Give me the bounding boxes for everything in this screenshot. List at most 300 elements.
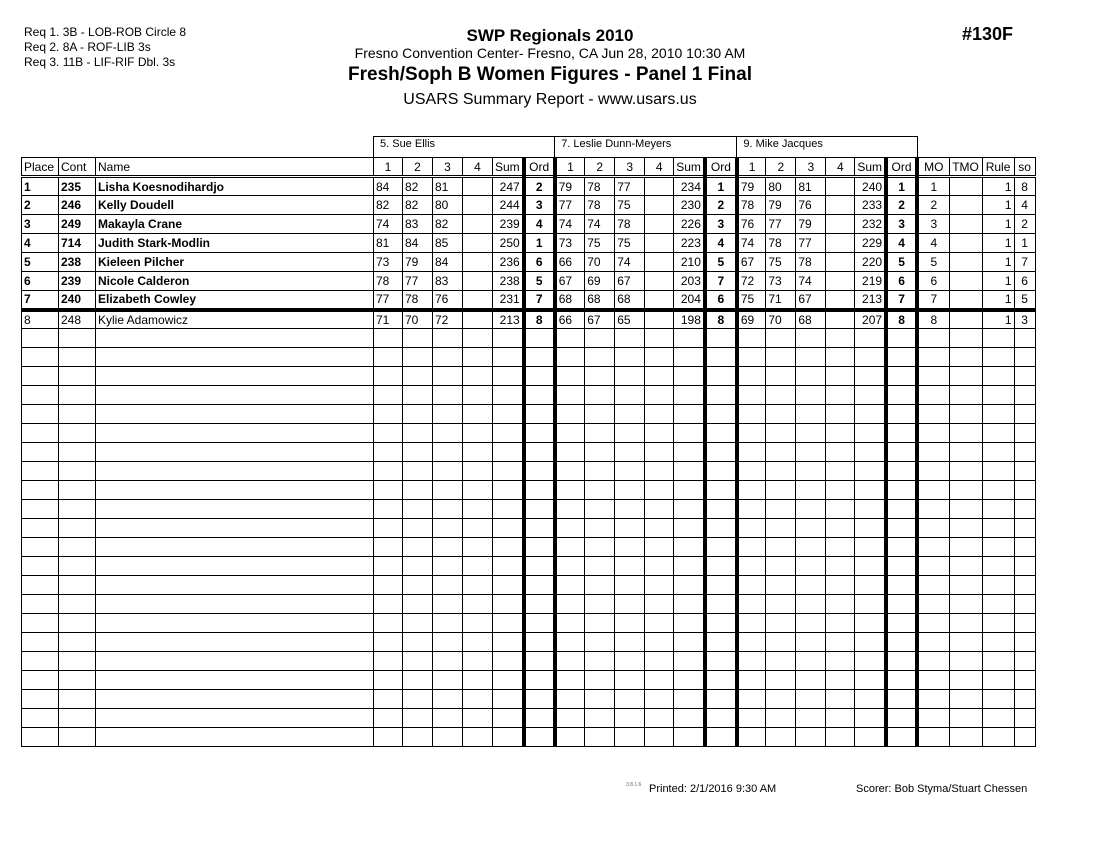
empty-cell (374, 671, 403, 690)
empty-cell (463, 348, 493, 367)
empty-cell (645, 709, 674, 728)
empty-table-row (22, 633, 1036, 652)
empty-cell (917, 633, 949, 652)
empty-cell (463, 709, 493, 728)
empty-cell (615, 367, 645, 386)
empty-cell (766, 576, 796, 595)
empty-cell (463, 728, 493, 747)
empty-cell (22, 671, 59, 690)
empty-cell (433, 671, 463, 690)
empty-cell (705, 443, 737, 462)
requirement-1: Req 1. 3B - LOB-ROB Circle 8 (24, 25, 187, 39)
empty-cell (493, 386, 524, 405)
judge-2-score-4-cell (645, 234, 674, 253)
empty-cell (886, 329, 917, 348)
empty-cell (705, 728, 737, 747)
judge-2-score-4-cell (645, 215, 674, 234)
col-header-name: Name (96, 158, 374, 177)
empty-cell (59, 329, 96, 348)
empty-cell (433, 633, 463, 652)
empty-cell (1014, 595, 1035, 614)
empty-cell (796, 367, 826, 386)
empty-cell (1014, 348, 1035, 367)
empty-cell (433, 614, 463, 633)
empty-cell (524, 690, 555, 709)
empty-cell (433, 690, 463, 709)
empty-cell (59, 424, 96, 443)
judge-3-score-3-cell: 79 (796, 215, 826, 234)
cont-cell: 249 (59, 215, 96, 234)
col-header-j3-2: 2 (766, 158, 796, 177)
judge-2-score-2-cell: 74 (585, 215, 615, 234)
cont-cell: 246 (59, 196, 96, 215)
empty-cell (917, 652, 949, 671)
empty-cell (463, 595, 493, 614)
empty-cell (403, 671, 433, 690)
judge-1-ordinal-cell: 8 (524, 310, 555, 329)
empty-cell (1014, 424, 1035, 443)
empty-cell (982, 576, 1014, 595)
empty-cell (855, 481, 886, 500)
empty-cell (463, 405, 493, 424)
col-header-j1-2: 2 (403, 158, 433, 177)
empty-cell (433, 348, 463, 367)
empty-cell (855, 329, 886, 348)
name-cell: Judith Stark-Modlin (96, 234, 374, 253)
empty-cell (555, 671, 585, 690)
empty-cell (585, 652, 615, 671)
empty-cell (374, 633, 403, 652)
judge-1-sum-cell: 231 (493, 291, 524, 310)
empty-cell (826, 557, 855, 576)
empty-cell (796, 386, 826, 405)
empty-cell (705, 481, 737, 500)
empty-cell (982, 386, 1014, 405)
empty-cell (96, 481, 374, 500)
empty-cell (585, 595, 615, 614)
judge-1-score-2-cell: 77 (403, 272, 433, 291)
judge-2-ordinal-cell: 1 (705, 177, 737, 196)
empty-cell (826, 424, 855, 443)
judge-2-sum-cell: 210 (674, 253, 705, 272)
empty-cell (796, 500, 826, 519)
empty-cell (737, 690, 766, 709)
judge-3-ordinal-cell: 1 (886, 177, 917, 196)
empty-cell (524, 538, 555, 557)
empty-cell (982, 348, 1014, 367)
empty-cell (433, 500, 463, 519)
empty-cell (96, 614, 374, 633)
empty-cell (96, 500, 374, 519)
empty-table-row (22, 671, 1036, 690)
empty-cell (796, 595, 826, 614)
empty-cell (59, 367, 96, 386)
col-header-j2-ord: Ord (705, 158, 737, 177)
empty-cell (674, 424, 705, 443)
empty-cell (645, 481, 674, 500)
judge-3-score-4-cell (826, 196, 855, 215)
empty-cell (705, 538, 737, 557)
judge-1-score-1-cell: 78 (374, 272, 403, 291)
empty-cell (493, 500, 524, 519)
judge-3-score-1-cell: 78 (737, 196, 766, 215)
empty-cell (615, 671, 645, 690)
empty-cell (403, 500, 433, 519)
judge-3-sum-cell: 219 (855, 272, 886, 291)
empty-cell (555, 462, 585, 481)
empty-cell (674, 481, 705, 500)
col-header-rule: Rule (982, 158, 1014, 177)
empty-cell (886, 690, 917, 709)
mo-cell: 4 (917, 234, 949, 253)
empty-cell (645, 633, 674, 652)
empty-cell (796, 633, 826, 652)
empty-cell (705, 348, 737, 367)
empty-cell (374, 500, 403, 519)
empty-cell (22, 709, 59, 728)
empty-cell (463, 481, 493, 500)
empty-cell (59, 709, 96, 728)
empty-cell (766, 614, 796, 633)
empty-cell (555, 576, 585, 595)
empty-cell (796, 405, 826, 424)
empty-cell (493, 633, 524, 652)
empty-cell (705, 671, 737, 690)
empty-cell (403, 728, 433, 747)
empty-cell (493, 405, 524, 424)
empty-cell (585, 424, 615, 443)
empty-table-row (22, 557, 1036, 576)
empty-cell (585, 576, 615, 595)
empty-cell (22, 690, 59, 709)
col-header-mo: MO (917, 158, 949, 177)
empty-cell (982, 652, 1014, 671)
empty-cell (374, 595, 403, 614)
empty-cell (705, 329, 737, 348)
judge-3-ordinal-cell: 4 (886, 234, 917, 253)
empty-cell (22, 348, 59, 367)
judge-2-ordinal-cell: 7 (705, 272, 737, 291)
judge-2-score-1-cell: 66 (555, 253, 585, 272)
empty-cell (403, 462, 433, 481)
empty-cell (705, 633, 737, 652)
empty-cell (615, 348, 645, 367)
judge-1-score-2-cell: 82 (403, 196, 433, 215)
judge-2-sum-cell: 198 (674, 310, 705, 329)
empty-cell (555, 728, 585, 747)
empty-table-row (22, 348, 1036, 367)
tmo-cell (949, 196, 982, 215)
rule-cell: 1 (982, 196, 1014, 215)
empty-cell (59, 671, 96, 690)
judge-3-score-1-cell: 76 (737, 215, 766, 234)
judge-2-ordinal-cell: 3 (705, 215, 737, 234)
empty-cell (59, 633, 96, 652)
empty-cell (585, 386, 615, 405)
judge-3-score-2-cell: 80 (766, 177, 796, 196)
judge-2-score-4-cell (645, 177, 674, 196)
empty-cell (615, 709, 645, 728)
mo-cell: 8 (917, 310, 949, 329)
empty-cell (433, 728, 463, 747)
empty-cell (96, 348, 374, 367)
empty-cell (463, 671, 493, 690)
judge-2-score-2-cell: 68 (585, 291, 615, 310)
empty-cell (826, 671, 855, 690)
empty-cell (555, 709, 585, 728)
results-table (21, 136, 1036, 747)
empty-cell (403, 443, 433, 462)
empty-cell (737, 500, 766, 519)
empty-cell (949, 462, 982, 481)
empty-cell (433, 557, 463, 576)
empty-cell (463, 652, 493, 671)
empty-cell (737, 671, 766, 690)
empty-cell (796, 576, 826, 595)
empty-cell (22, 652, 59, 671)
empty-cell (59, 386, 96, 405)
empty-cell (949, 595, 982, 614)
col-header-j1-1: 1 (374, 158, 403, 177)
judge-3-score-1-cell: 69 (737, 310, 766, 329)
judge-3-score-2-cell: 79 (766, 196, 796, 215)
empty-cell (766, 500, 796, 519)
empty-cell (705, 652, 737, 671)
judge-2-score-1-cell: 79 (555, 177, 585, 196)
empty-cell (645, 424, 674, 443)
empty-cell (374, 614, 403, 633)
name-cell: Kelly Doudell (96, 196, 374, 215)
empty-cell (917, 557, 949, 576)
empty-cell (403, 690, 433, 709)
judge-3-score-1-cell: 79 (737, 177, 766, 196)
empty-cell (96, 633, 374, 652)
empty-cell (59, 462, 96, 481)
empty-cell (917, 462, 949, 481)
judge-1-score-2-cell: 83 (403, 215, 433, 234)
tmo-cell (949, 253, 982, 272)
empty-cell (917, 500, 949, 519)
judge-3-score-1-cell: 67 (737, 253, 766, 272)
empty-cell (674, 557, 705, 576)
column-header-row (22, 158, 1036, 177)
empty-cell (555, 557, 585, 576)
empty-cell (493, 519, 524, 538)
name-cell: Elizabeth Cowley (96, 291, 374, 310)
judge-2-score-3-cell: 77 (615, 177, 645, 196)
table-row (22, 291, 1036, 310)
empty-cell (886, 652, 917, 671)
empty-cell (374, 329, 403, 348)
empty-cell (22, 481, 59, 500)
empty-table-row (22, 709, 1036, 728)
judge-2-score-4-cell (645, 310, 674, 329)
empty-cell (96, 671, 374, 690)
judge-1-score-4-cell (463, 253, 493, 272)
requirement-2: Req 2. 8A - ROF-LIB 3s (24, 40, 151, 54)
empty-cell (766, 557, 796, 576)
empty-cell (796, 329, 826, 348)
judge-1-score-1-cell: 73 (374, 253, 403, 272)
empty-cell (493, 424, 524, 443)
col-header-j3-3: 3 (796, 158, 826, 177)
place-cell: 6 (22, 272, 59, 291)
judge-1-ordinal-cell: 1 (524, 234, 555, 253)
empty-cell (674, 519, 705, 538)
empty-cell (403, 424, 433, 443)
judge-1-score-3-cell: 80 (433, 196, 463, 215)
empty-cell (493, 462, 524, 481)
judge-1-score-3-cell: 84 (433, 253, 463, 272)
empty-cell (615, 462, 645, 481)
empty-cell (982, 690, 1014, 709)
empty-cell (1014, 386, 1035, 405)
empty-cell (705, 424, 737, 443)
empty-cell (796, 652, 826, 671)
col-header-tmo: TMO (949, 158, 982, 177)
empty-cell (463, 576, 493, 595)
empty-cell (96, 519, 374, 538)
scorer-names: Scorer: Bob Styma/Stuart Chessen (856, 783, 1028, 795)
so-cell: 7 (1014, 253, 1035, 272)
empty-cell (433, 405, 463, 424)
empty-cell (585, 709, 615, 728)
empty-cell (374, 709, 403, 728)
empty-cell (886, 500, 917, 519)
empty-cell (463, 500, 493, 519)
empty-cell (645, 443, 674, 462)
empty-cell (766, 671, 796, 690)
judge-3-ordinal-cell: 2 (886, 196, 917, 215)
empty-table-row (22, 576, 1036, 595)
empty-cell (585, 462, 615, 481)
empty-cell (886, 386, 917, 405)
empty-cell (493, 443, 524, 462)
empty-cell (982, 405, 1014, 424)
judge-1-score-1-cell: 81 (374, 234, 403, 253)
empty-cell (59, 652, 96, 671)
empty-cell (949, 424, 982, 443)
empty-cell (645, 614, 674, 633)
empty-cell (615, 652, 645, 671)
judge-3-score-4-cell (826, 177, 855, 196)
empty-cell (403, 367, 433, 386)
event-number: #130F (962, 24, 1014, 44)
software-version: 3.8.1.6 (626, 782, 642, 788)
empty-cell (493, 614, 524, 633)
empty-cell (524, 614, 555, 633)
empty-cell (555, 443, 585, 462)
empty-cell (886, 709, 917, 728)
col-header-j2-4: 4 (645, 158, 674, 177)
empty-table-row (22, 595, 1036, 614)
empty-cell (59, 481, 96, 500)
empty-cell (555, 519, 585, 538)
judge-1-score-3-cell: 81 (433, 177, 463, 196)
empty-table-row (22, 367, 1036, 386)
empty-cell (96, 690, 374, 709)
empty-cell (22, 633, 59, 652)
empty-cell (645, 595, 674, 614)
empty-cell (826, 538, 855, 557)
judge-2-score-1-cell: 77 (555, 196, 585, 215)
empty-cell (615, 538, 645, 557)
rule-cell: 1 (982, 177, 1014, 196)
empty-table-row (22, 690, 1036, 709)
empty-cell (403, 709, 433, 728)
col-header-j3-ord: Ord (886, 158, 917, 177)
col-header-j1-3: 3 (433, 158, 463, 177)
empty-cell (1014, 709, 1035, 728)
empty-cell (59, 690, 96, 709)
empty-cell (433, 481, 463, 500)
empty-cell (615, 614, 645, 633)
empty-cell (463, 614, 493, 633)
empty-cell (645, 557, 674, 576)
empty-cell (886, 728, 917, 747)
col-header-place: Place (22, 158, 59, 177)
judge-3-score-2-cell: 77 (766, 215, 796, 234)
empty-cell (374, 386, 403, 405)
empty-cell (585, 633, 615, 652)
empty-table-row (22, 424, 1036, 443)
empty-cell (374, 519, 403, 538)
judge-2-score-2-cell: 67 (585, 310, 615, 329)
empty-cell (705, 557, 737, 576)
empty-cell (982, 443, 1014, 462)
empty-cell (1014, 614, 1035, 633)
empty-cell (96, 595, 374, 614)
empty-cell (737, 329, 766, 348)
empty-cell (433, 462, 463, 481)
empty-cell (22, 519, 59, 538)
empty-cell (374, 462, 403, 481)
empty-cell (982, 519, 1014, 538)
judge-1-score-4-cell (463, 272, 493, 291)
empty-cell (463, 519, 493, 538)
empty-cell (1014, 671, 1035, 690)
judge-1-sum-cell: 244 (493, 196, 524, 215)
empty-cell (645, 538, 674, 557)
empty-cell (737, 652, 766, 671)
empty-cell (737, 519, 766, 538)
empty-cell (493, 690, 524, 709)
empty-cell (766, 690, 796, 709)
col-header-j2-1: 1 (555, 158, 585, 177)
judge-3-score-2-cell: 73 (766, 272, 796, 291)
empty-cell (585, 405, 615, 424)
empty-cell (96, 462, 374, 481)
judge-3-score-4-cell (826, 215, 855, 234)
so-cell: 8 (1014, 177, 1035, 196)
empty-cell (674, 652, 705, 671)
empty-cell (645, 652, 674, 671)
empty-cell (796, 557, 826, 576)
empty-cell (403, 519, 433, 538)
col-header-j1-sum: Sum (493, 158, 524, 177)
empty-cell (493, 671, 524, 690)
col-header-j2-sum: Sum (674, 158, 705, 177)
empty-cell (585, 443, 615, 462)
empty-cell (585, 728, 615, 747)
empty-table-row (22, 614, 1036, 633)
report-subtitle: USARS Summary Report - www.usars.us (403, 91, 697, 108)
judge-1-score-2-cell: 84 (403, 234, 433, 253)
empty-cell (737, 728, 766, 747)
empty-cell (917, 709, 949, 728)
judge-2-score-1-cell: 73 (555, 234, 585, 253)
judge-3-score-4-cell (826, 253, 855, 272)
